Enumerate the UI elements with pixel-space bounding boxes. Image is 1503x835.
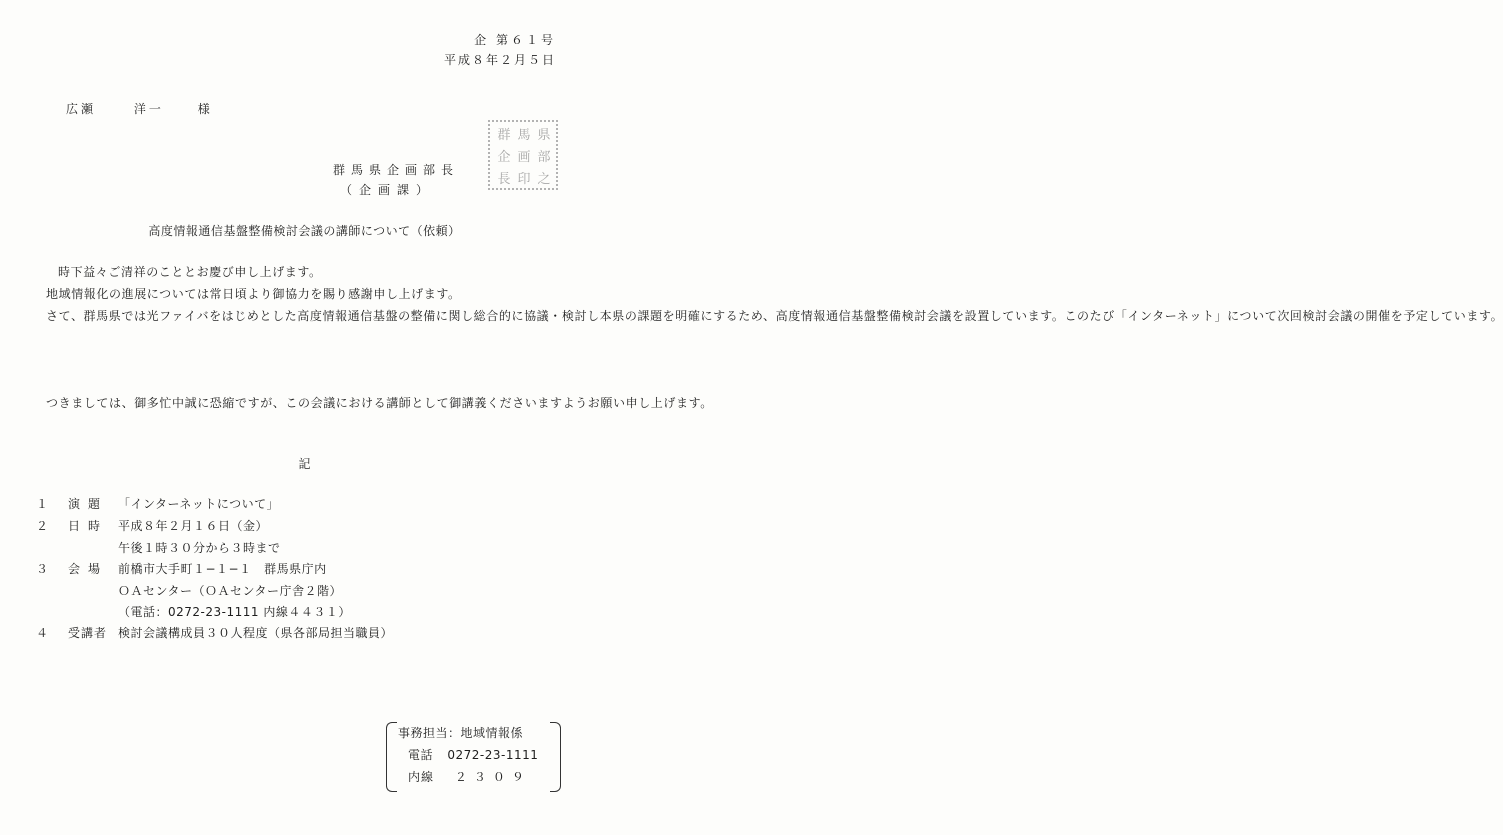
body-paragraph (46, 284, 556, 306)
subject-line: 高度情報通信基盤整備検討会議の講師について（依頼） (148, 224, 461, 238)
seal-char: 県 (537, 128, 551, 143)
body-paragraph (34, 393, 713, 415)
body-text: 地域情報化の進展については常日頃より御協力を賜り感謝申し上げます。 (46, 287, 461, 301)
item-value: 検討会議構成員３０人程度（県各部局担当職員） (118, 626, 394, 640)
contact-box (386, 722, 561, 796)
addressee-honorific: 様 (197, 102, 210, 116)
seal-char: 群 (497, 128, 511, 143)
item-number: ４ (36, 626, 49, 640)
phone-label: 電話 (408, 748, 434, 762)
item-number: ３ (36, 562, 49, 576)
contact-person: 事務担当：地域情報係 (398, 726, 524, 740)
bracket-right (550, 722, 561, 792)
seal-char: 部 (537, 150, 551, 165)
item-number: ２ (36, 519, 49, 533)
body-text: 時下益々ご清祥のこととお慶び申し上げます。 (58, 265, 322, 279)
sender-department: （企画課） (340, 183, 436, 197)
item-value: 前橋市大手町１−１−１ 群馬県庁内 (118, 562, 327, 576)
item-value: 「インターネットについて」 (118, 497, 280, 511)
contact-extension (408, 769, 531, 785)
seal-char: 企 (497, 150, 511, 165)
seal-char: 画 (517, 150, 531, 165)
bracket-left (386, 722, 397, 792)
extension-number: ２３０９ (454, 770, 531, 784)
item-number: １ (36, 497, 49, 511)
body-text: つきましては、御多忙中誠に恐縮ですが、この会議における講師として御講義くださいますようお願い申し上げます。 (46, 396, 713, 410)
official-seal-stamp (488, 120, 558, 190)
sender-name: 群馬県企画部長 (333, 163, 460, 177)
body-text: さて、群馬県では光ファイバをはじめとした高度情報通信基盤の整備に関し総合的に協議・検討し本県の課題を明確にするため、高度情報通信基盤整備検討会議を設置しています。このたび「インターネット」について次回検討会議の開催を予定しています。 (46, 309, 1503, 323)
document-number: 企 第６１号 (474, 33, 556, 47)
seal-char: 長 (497, 172, 511, 187)
seal-char: 之 (537, 172, 551, 187)
item-label: 会場 (68, 562, 109, 576)
item-label: 受講者 (68, 626, 108, 640)
item-value: （電話：0272-23-1111 内線４４３１） (118, 605, 351, 619)
ki-heading: 記 (298, 457, 311, 471)
document-date: 平成８年２月５日 (443, 53, 556, 67)
addressee-last-name: 広瀬 (66, 102, 97, 116)
seal-char: 馬 (517, 128, 531, 143)
item-value: 午後１時３０分から３時まで (118, 541, 281, 555)
extension-label: 内線 (408, 770, 435, 784)
addressee-first-name: 洋一 (133, 102, 164, 116)
phone-number: 0272-23-1111 (447, 748, 539, 762)
contact-phone (408, 747, 538, 763)
seal-char: 印 (517, 172, 531, 187)
item-label: 演題 (68, 497, 109, 511)
body-paragraph (46, 262, 556, 284)
addressee (66, 101, 210, 117)
item-value: 平成８年２月１６日（金） (118, 519, 269, 533)
item-value: ＯＡセンター（ＯＡセンター庁舎２階） (118, 584, 343, 598)
item-label: 日時 (68, 519, 109, 533)
body-paragraph (34, 306, 1503, 328)
